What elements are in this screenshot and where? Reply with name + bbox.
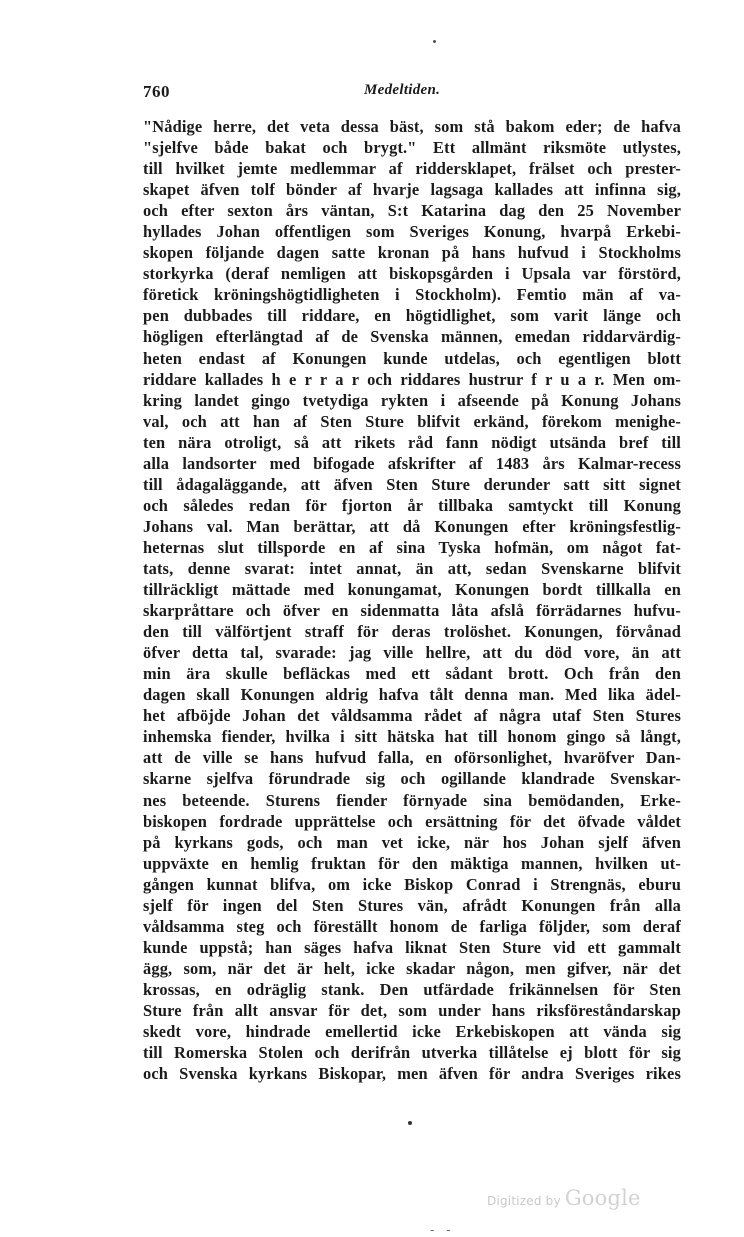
- text-line: våldsamma steg och föreställt honom de farliga följder, som deraf: [143, 916, 681, 936]
- text-line: högligen efterlängtad af de Svenska männen, emedan riddarvärdig-: [143, 327, 681, 347]
- text-line: gången kunnat blifva, om icke Biskop Conrad i Strengnäs, eburu: [143, 874, 681, 894]
- text-line: tillräckligt mättade med konungamat, Konungen bordt tillkalla en: [143, 580, 681, 600]
- text-line: val, och att han af Sten Sture blifvit erkänd, förekom menighe-: [143, 411, 681, 431]
- text-line: skarpråttare och öfver en sidenmatta låta afslå förrädarnes hufvu-: [143, 601, 681, 621]
- text-line: biskopen fordrade upprättelse och ersättning för det öfvade våldet: [143, 811, 681, 831]
- body-text: [143, 116, 681, 1084]
- text-line: nes beteende. Sturens fiender förnyade sina bemödanden, Erke-: [143, 790, 681, 810]
- text-line: och således redan för fjorton år tillbaka samtyckt till Konung: [143, 495, 681, 515]
- text-line: skedt vore, hindrade emellertid icke Erkebiskopen att vända sig: [143, 1022, 681, 1042]
- footer-marks: - -: [430, 1223, 455, 1237]
- text-line: heten endast af Konungen kunde utdelas, och egentligen blott: [143, 348, 681, 368]
- text-line: hyllades Johan offentligen som Sveriges Konung, hvarpå Erkebi-: [143, 222, 681, 242]
- text-line: riddare kallades h e r r a r och riddares hustrur f r u a r. Men om-: [143, 369, 681, 389]
- text-line: skopen följande dagen satte kronan på hans hufvud i Stockholms: [143, 243, 681, 263]
- speck-mark: [408, 1121, 412, 1125]
- google-watermark: [487, 1186, 641, 1210]
- text-line: heternas slut tillsporde en af sina Tyska hofmän, om något fat-: [143, 537, 681, 557]
- text-line: krossas, en odräglig stank. Den utfärdade frikännelsen för Sten: [143, 979, 681, 999]
- text-line: alla landsorter med bifogade afskrifter af 1483 års Kalmar-recess: [143, 453, 681, 473]
- text-line: het afböjde Johan det våldsamma rådet af några utaf Sten Stures: [143, 706, 681, 726]
- text-line: min ära skulle befläckas med ett sådant brott. Och från den: [143, 664, 681, 684]
- text-line: kunde uppstå; han säges hafva liknat Sten Sture vid ett gammalt: [143, 937, 681, 957]
- text-line: och Svenska kyrkans Biskopar, men äfven för andra Sveriges rikes: [143, 1064, 681, 1084]
- text-line: "Nådige herre, det veta dessa bäst, som stå bakom eder; de hafva: [143, 117, 681, 136]
- text-line: sjelf för ingen del Sten Stures vän, afrådt Konungen från alla: [143, 895, 681, 915]
- text-line: "sjelfve både bakat och brygt." Ett allmänt riksmöte utlystes,: [143, 138, 681, 158]
- text-line: kring landet gingo tvetydiga rykten i afseende på Konung Johans: [143, 390, 681, 410]
- text-line: tats, denne svarat: intet annat, än att, sedan Svenskarne blifvit: [143, 558, 681, 578]
- text-line: företick kröningshögtidligheten i Stockholm). Femtio män af va-: [143, 285, 681, 305]
- text-line: och efter sexton års väntan, S:t Katarina dag den 25 November: [143, 201, 681, 221]
- running-head: Medeltiden.: [364, 82, 441, 98]
- text-line: till Romerska Stolen och derifrån utverka tillåtelse ej blott för sig: [143, 1043, 681, 1063]
- text-line: inhemska fiender, hvilka i sitt hätska hat till honom gingo så långt,: [143, 727, 681, 747]
- text-line: pen dubbades till riddare, en högtidlighet, som varit länge och: [143, 306, 681, 326]
- page-number: 760: [143, 82, 170, 101]
- text-line: på kyrkans gods, och man vet icke, när hos Johan sjelf äfven: [143, 832, 681, 852]
- text-line: den till välförtjent straff för deras trolöshet. Konungen, förvånad: [143, 622, 681, 642]
- page-header: [141, 82, 683, 108]
- text-line: storkyrka (deraf nemligen att biskopsgården i Upsala var förstörd,: [143, 264, 681, 284]
- text-line: skapet äfven tolf bönder af hvarje lagsaga kallades att infinna sig,: [143, 180, 681, 200]
- speck-mark: [433, 40, 436, 43]
- text-line: Sture från allt ansvar för det, som under hans riksföreståndarskap: [143, 1000, 681, 1020]
- text-line: skarne sjelfva förundrade sig och ogillande klandrade Svenskar-: [143, 769, 681, 789]
- text-line: till ådagaläggande, att äfven Sten Sture derunder satt sitt signet: [143, 474, 681, 494]
- watermark-logo-text: Google: [564, 1186, 641, 1210]
- text-line: dagen skall Konungen aldrig hafva tålt denna man. Med lika ädel-: [143, 685, 681, 705]
- text-line: ten nära otroligt, så att rikets råd fann nödigt utsända bref till: [143, 432, 681, 452]
- text-line: uppväxte en hemlig fruktan för den mäktiga mannen, hvilken ut-: [143, 853, 681, 873]
- text-line: ägg, som, när det är helt, icke skadar någon, men gifver, när det: [143, 958, 681, 978]
- text-line: öfver detta tal, svarade: jag ville hellre, att du död vore, än att: [143, 643, 681, 663]
- text-line: till hvilket jemte medlemmar af riddersklapet, frälset och prester-: [143, 159, 681, 179]
- text-line: Johans val. Man berättar, att då Konungen efter kröningsfestlig-: [143, 516, 681, 536]
- watermark-small-text: Digitized by: [487, 1194, 561, 1208]
- text-line: att de ville se hans hufvud falla, en oförsonlighet, hvaröfver Dan-: [143, 748, 681, 768]
